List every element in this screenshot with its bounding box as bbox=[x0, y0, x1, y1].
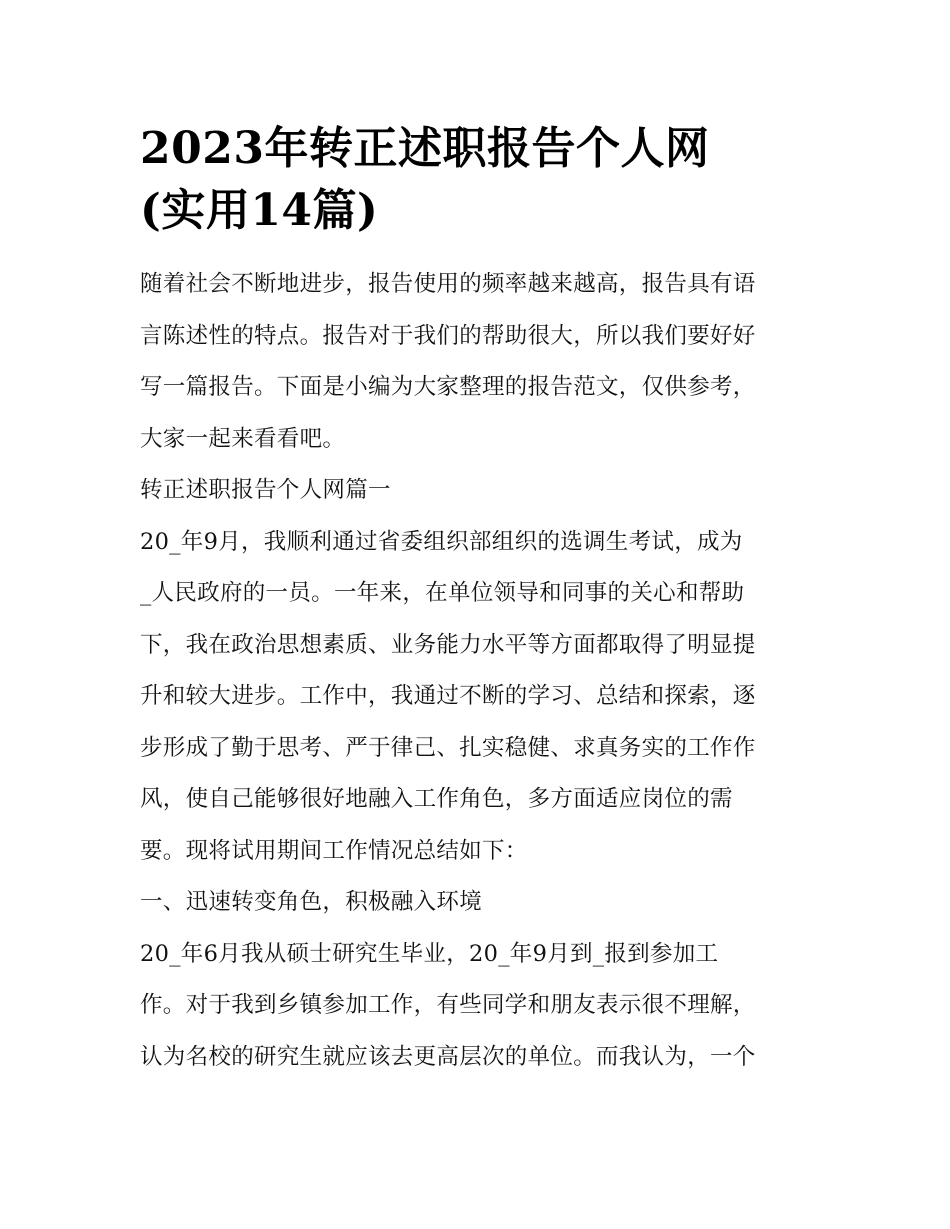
intro-paragraph bbox=[140, 259, 820, 465]
text-line: 大家一起来看看吧。 bbox=[140, 425, 346, 452]
text-line: 要。现将试用期间工作情况总结如下： bbox=[140, 837, 528, 864]
text-line: 转正述职报告个人网篇一 bbox=[140, 477, 391, 503]
document-content bbox=[140, 118, 820, 1083]
title-line: 2023年转正述职报告个人网 bbox=[140, 123, 710, 174]
text-line: 写一篇报告。下面是小编为大家整理的报告范文，仅供参考， bbox=[140, 374, 756, 400]
text-line: 风，使自己能够很好地融入工作角色，多方面适应岗位的需 bbox=[140, 786, 733, 812]
text-line: _人民政府的一员。一年来，在单位领导和同事的关心和帮助 bbox=[140, 580, 745, 606]
document-title bbox=[140, 118, 820, 242]
text-line: 步形成了勤于思考、严于律己、扎实稳健、求真务实的工作作 bbox=[140, 734, 756, 761]
text-line: 升和较大进步。工作中，我通过不断的学习、总结和探索，逐 bbox=[140, 683, 756, 709]
text-line: 言陈述性的特点。报告对于我们的帮助很大，所以我们要好好 bbox=[140, 322, 756, 349]
section-heading bbox=[140, 877, 820, 929]
body-paragraph bbox=[140, 517, 820, 878]
document-body bbox=[140, 259, 820, 1083]
section-heading bbox=[140, 465, 820, 517]
body-paragraph bbox=[140, 929, 820, 1084]
title-line: (实用14篇) bbox=[140, 185, 379, 236]
text-line: 20_年9月，我顺利通过省委组织部组织的选调生考试，成为 bbox=[140, 528, 743, 555]
text-line: 20_年6月我从硕士研究生毕业，20_年9月到_报到参加工 bbox=[140, 940, 719, 967]
text-line: 随着社会不断地进步，报告使用的频率越来越高，报告具有语 bbox=[140, 271, 756, 297]
text-line: 作。对于我到乡镇参加工作，有些同学和朋友表示很不理解， bbox=[140, 992, 756, 1018]
text-line: 一、迅速转变角色，积极融入环境 bbox=[140, 889, 483, 915]
text-line: 认为名校的研究生就应该去更高层次的单位。而我认为，一个 bbox=[140, 1043, 756, 1070]
text-line: 下，我在政治思想素质、业务能力水平等方面都取得了明显提 bbox=[140, 631, 756, 658]
